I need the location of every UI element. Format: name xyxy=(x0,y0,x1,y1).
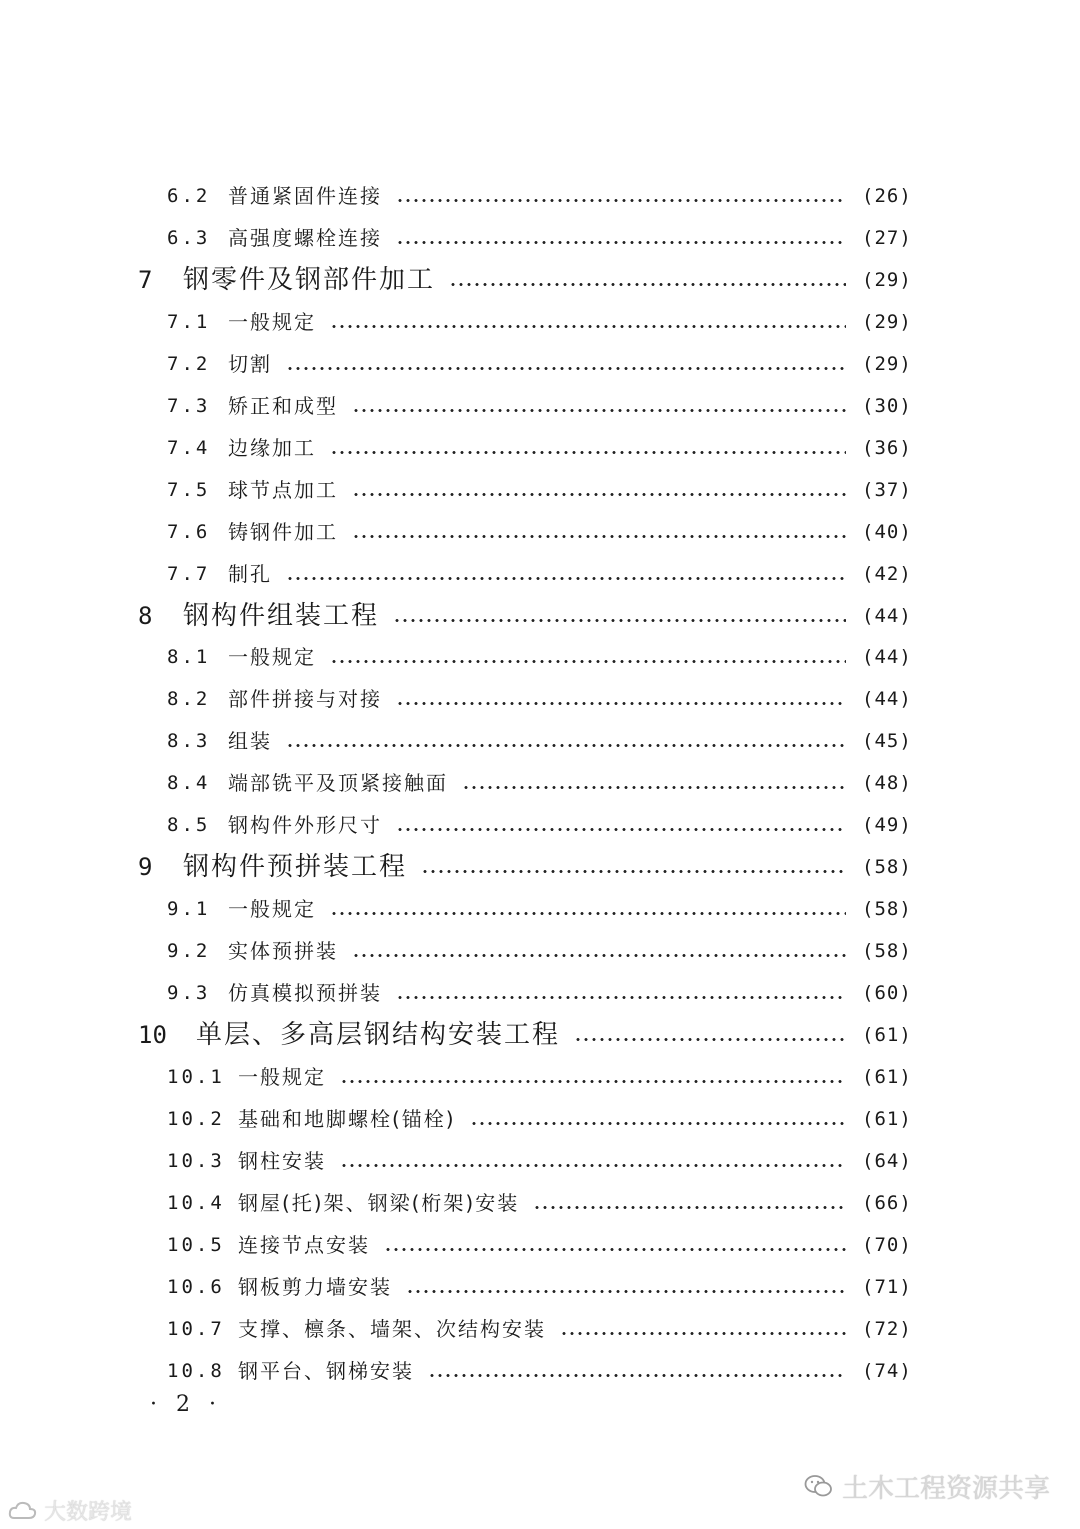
toc-chapter-row xyxy=(0,1015,1080,1055)
toc-entry-number: 7.5 xyxy=(167,478,211,501)
toc-entry-title: 钢零件及钢部件加工 xyxy=(183,264,436,295)
watermark-brand xyxy=(8,1495,132,1526)
toc-entry-title: 连接节点安装 xyxy=(238,1232,370,1257)
toc-entry-number: 7.7 xyxy=(167,562,211,585)
toc-entry-page: (48) xyxy=(862,772,912,795)
toc-entry-title: 钢构件预拼装工程 xyxy=(183,852,408,883)
toc-entry-number: 10.3 xyxy=(167,1149,225,1172)
toc-section-row xyxy=(0,1183,1080,1223)
toc-dot-leader xyxy=(470,1122,846,1125)
toc-section-row xyxy=(0,1141,1080,1181)
toc-entry-title: 高强度螺栓连接 xyxy=(228,225,382,250)
toc-entry-title: 钢构件外形尺寸 xyxy=(228,813,382,838)
toc-chapter-row xyxy=(0,596,1080,636)
toc-entry-number: 7.2 xyxy=(167,352,211,375)
toc-dot-leader xyxy=(396,996,846,999)
toc-entry-number: 8.3 xyxy=(167,730,211,753)
toc-entry-page: (64) xyxy=(862,1149,912,1172)
toc-section-row xyxy=(0,176,1080,216)
toc-entry-number: 8.4 xyxy=(167,772,211,795)
toc-dot-leader xyxy=(340,1164,846,1167)
toc-section-row xyxy=(0,428,1080,468)
toc-dot-leader xyxy=(574,1038,846,1041)
toc-section-row xyxy=(0,1225,1080,1265)
toc-entry-page: (44) xyxy=(862,604,912,627)
toc-entry-title: 一般规定 xyxy=(228,897,316,922)
toc-entry-page: (71) xyxy=(862,1275,912,1298)
toc-section-row xyxy=(0,679,1080,719)
toc-entry-title: 实体预拼装 xyxy=(228,939,338,964)
toc-section-row xyxy=(0,1267,1080,1307)
toc-dot-leader xyxy=(352,409,846,412)
toc-dot-leader xyxy=(449,283,846,286)
toc-entry-number: 10.1 xyxy=(167,1065,225,1088)
toc-entry-page: (74) xyxy=(862,1359,912,1382)
toc-dot-leader xyxy=(462,786,846,789)
toc-dot-leader xyxy=(352,493,846,496)
toc-entry-page: (61) xyxy=(862,1107,912,1130)
toc-entry-page: (58) xyxy=(862,856,912,879)
toc-dot-leader xyxy=(330,325,846,328)
toc-entry-title: 组装 xyxy=(228,729,272,754)
toc-entry-page: (45) xyxy=(862,730,912,753)
toc-entry-page: (66) xyxy=(862,1191,912,1214)
toc-entry-number: 8 xyxy=(138,601,153,630)
toc-dot-leader xyxy=(533,1206,846,1209)
toc-entry-page: (61) xyxy=(862,1065,912,1088)
toc-entry-title: 端部铣平及顶紧接触面 xyxy=(228,771,448,796)
toc-section-row xyxy=(0,1309,1080,1349)
toc-entry-page: (37) xyxy=(862,478,912,501)
toc-entry-title: 仿真模拟预拼装 xyxy=(228,981,382,1006)
toc-section-row xyxy=(0,344,1080,384)
toc-section-row xyxy=(0,512,1080,552)
toc-entry-number: 6.2 xyxy=(167,185,211,207)
toc-entry-title: 部件拼接与对接 xyxy=(228,687,382,712)
toc-dot-leader xyxy=(330,660,846,663)
toc-entry-title: 钢平台、钢梯安装 xyxy=(238,1358,414,1383)
toc-section-row xyxy=(0,470,1080,510)
watermark-right-text: 土木工程资源共享 xyxy=(841,1474,1050,1504)
toc-entry-number: 9 xyxy=(138,853,153,882)
toc-section-row xyxy=(0,1099,1080,1139)
toc-entry-number: 10.2 xyxy=(167,1107,225,1130)
toc-entry-title: 一般规定 xyxy=(228,309,316,334)
toc-dot-leader xyxy=(352,535,846,538)
toc-entry-title: 一般规定 xyxy=(228,645,316,670)
toc-section-row xyxy=(0,1057,1080,1097)
toc-entry-number: 9.3 xyxy=(167,982,211,1005)
toc-entry-title: 支撑、檩条、墙架、次结构安装 xyxy=(238,1316,546,1341)
toc-section-row xyxy=(0,763,1080,803)
toc-entry-page: (44) xyxy=(862,646,912,669)
toc-entry-title: 基础和地脚螺栓(锚栓) xyxy=(238,1106,456,1131)
toc-entry-title: 边缘加工 xyxy=(228,435,316,460)
toc-entry-page: (40) xyxy=(862,520,912,543)
toc-section-row xyxy=(0,302,1080,342)
toc-dot-leader xyxy=(421,870,846,873)
toc-dot-leader xyxy=(352,954,846,957)
toc-entry-number: 10 xyxy=(138,1021,167,1049)
toc-entry-number: 10.6 xyxy=(167,1275,225,1298)
toc-entry-number: 8.5 xyxy=(167,814,211,837)
toc-dot-leader xyxy=(428,1374,846,1377)
toc-dot-leader xyxy=(560,1332,846,1335)
toc-section-row xyxy=(0,218,1080,258)
cloud-logo-icon xyxy=(8,1498,38,1524)
toc-entry-page: (60) xyxy=(862,982,912,1005)
toc-entry-number: 8.1 xyxy=(167,646,211,669)
toc-dot-leader xyxy=(396,702,846,705)
toc-entry-number: 6.3 xyxy=(167,226,211,249)
toc-entry-title: 钢柱安装 xyxy=(238,1148,326,1173)
toc-entry-title: 制孔 xyxy=(228,561,272,586)
toc-entry-page: (58) xyxy=(862,898,912,921)
toc-dot-leader xyxy=(384,1248,846,1251)
toc-section-row xyxy=(0,386,1080,426)
toc-dot-leader xyxy=(396,199,846,202)
toc-entry-title: 球节点加工 xyxy=(228,477,338,502)
toc-entry-title: 切割 xyxy=(228,351,272,376)
toc-entry-number: 7.1 xyxy=(167,310,211,333)
toc-section-row xyxy=(0,721,1080,761)
toc-entry-page: (30) xyxy=(862,394,912,417)
toc-entry-page: (61) xyxy=(862,1024,912,1046)
toc-entry-title: 钢构件组装工程 xyxy=(183,600,380,631)
toc-entry-page: (44) xyxy=(862,688,912,711)
toc-entry-number: 8.2 xyxy=(167,688,211,711)
toc-dot-leader xyxy=(286,367,846,370)
toc-entry-title: 普通紧固件连接 xyxy=(228,184,382,208)
toc-section-row xyxy=(0,889,1080,929)
toc-dot-leader xyxy=(406,1290,846,1293)
toc-entry-number: 7.6 xyxy=(167,520,211,543)
toc-entry-number: 7.4 xyxy=(167,436,211,459)
toc-section-row xyxy=(0,1351,1080,1391)
toc-section-row xyxy=(0,637,1080,677)
toc-entry-number: 10.8 xyxy=(167,1359,225,1382)
toc-entry-page: (42) xyxy=(862,562,912,585)
toc-entry-page: (72) xyxy=(862,1317,912,1340)
toc-entry-page: (36) xyxy=(862,436,912,459)
toc-section-row xyxy=(0,805,1080,845)
wechat-icon xyxy=(804,1474,834,1500)
page-number: · 2 · xyxy=(150,1392,222,1417)
toc-entry-title: 钢屋(托)架、钢梁(桁架)安装 xyxy=(238,1190,520,1215)
toc-entry-page: (27) xyxy=(862,226,912,249)
toc-chapter-row xyxy=(0,260,1080,300)
toc-dot-leader xyxy=(286,744,846,747)
toc-entry-number: 7.3 xyxy=(167,394,211,417)
toc-entry-number: 9.1 xyxy=(167,898,211,921)
watermark-left-text: 大数跨境 xyxy=(44,1500,133,1525)
toc-dot-leader xyxy=(286,577,846,580)
toc-section-row xyxy=(0,931,1080,971)
toc-entry-title: 一般规定 xyxy=(238,1064,326,1089)
toc-entry-page: (29) xyxy=(862,310,912,333)
toc-chapter-row xyxy=(0,847,1080,887)
toc-entry-title: 铸钢件加工 xyxy=(228,519,338,544)
toc-entry-title: 钢板剪力墙安装 xyxy=(238,1274,392,1299)
toc-entry-number: 10.4 xyxy=(167,1191,225,1214)
toc-dot-leader xyxy=(393,619,846,622)
watermark-wechat xyxy=(804,1468,1050,1505)
toc-dot-leader xyxy=(330,912,846,915)
toc-entry-page: (26) xyxy=(862,185,912,207)
toc-section-row xyxy=(0,973,1080,1013)
toc-entry-number: 7 xyxy=(138,265,153,294)
toc-entry-page: (58) xyxy=(862,940,912,963)
toc-entry-title: 单层、多高层钢结构安装工程 xyxy=(196,1020,561,1050)
toc-dot-leader xyxy=(340,1080,846,1083)
toc-entry-title: 矫正和成型 xyxy=(228,393,338,418)
toc-entry-number: 10.5 xyxy=(167,1233,225,1256)
toc-dot-leader xyxy=(396,828,846,831)
toc-dot-leader xyxy=(396,241,846,244)
toc-entry-page: (70) xyxy=(862,1233,912,1256)
toc-entry-page: (29) xyxy=(862,352,912,375)
toc-entry-page: (49) xyxy=(862,814,912,837)
toc-entry-page: (29) xyxy=(862,268,912,291)
toc-entry-number: 9.2 xyxy=(167,940,211,963)
toc-dot-leader xyxy=(330,451,846,454)
toc-section-row xyxy=(0,554,1080,594)
toc-entry-number: 10.7 xyxy=(167,1317,225,1340)
